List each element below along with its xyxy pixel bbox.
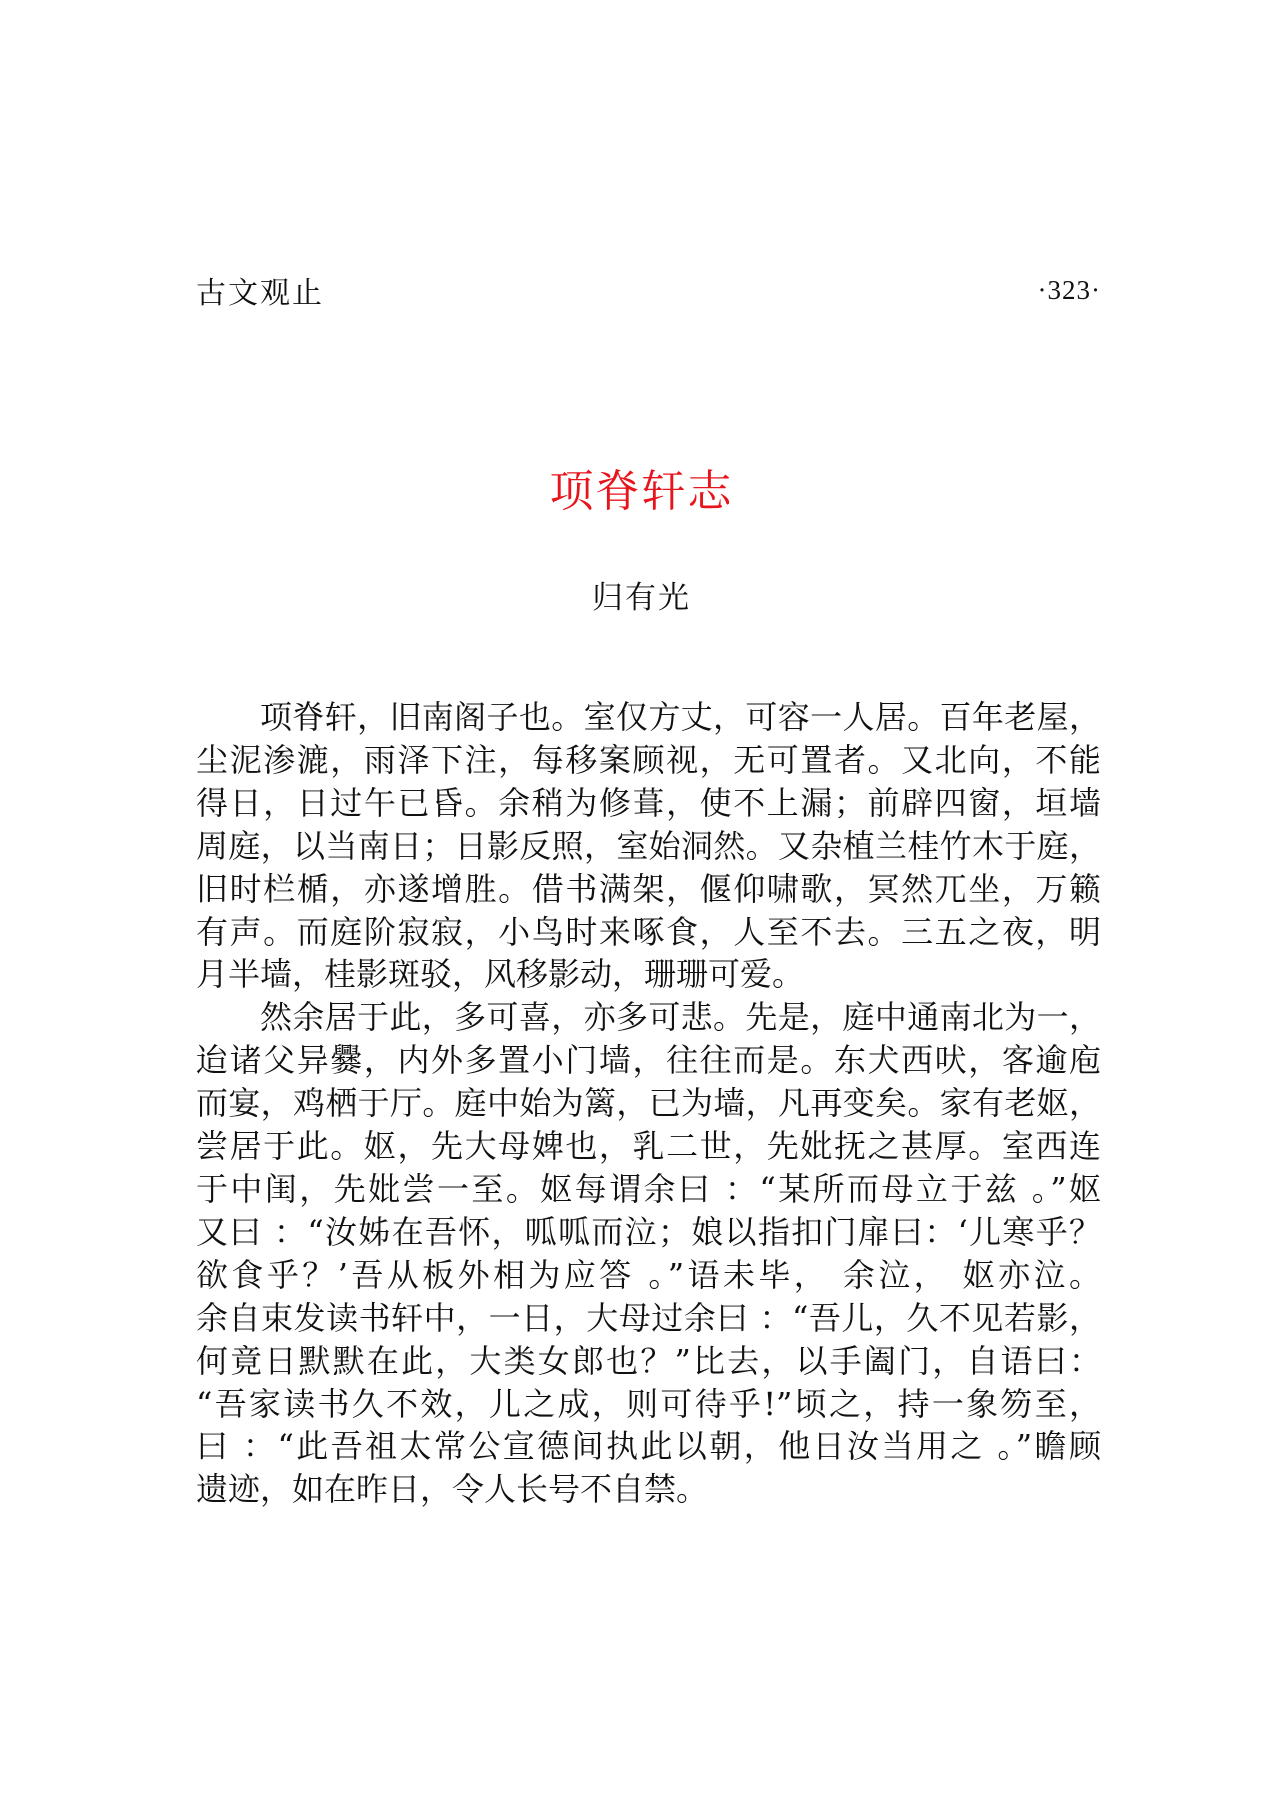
paragraph-2-line-3: 而宴，鸡栖于厅。庭中始为篱，已为墙，凡再变矣。家有老妪， [196, 1084, 1101, 1123]
running-header [196, 270, 1101, 310]
paragraph-1-line-1: 项脊轩，旧南阁子也。室仅方丈，可容一人居。百年老屋， [260, 698, 1101, 736]
paragraph-2-line-9: 何竟日默默在此，大类女郎也？”比去，以手阖门，自语曰： [196, 1341, 1101, 1380]
page-number: ·323· [1037, 274, 1101, 305]
paragraph-1-line-7: 月半墙，桂影斑驳，风移影动，珊珊可爱。 [196, 955, 805, 994]
paragraph-1-line-6: 有声。而庭阶寂寂，小鸟时来啄食，人至不去。三五之夜，明 [196, 912, 1101, 951]
book-title: 古文观止 [196, 276, 324, 311]
essay-body [196, 696, 1101, 1511]
paragraph-2-line-10: “吾家读书久不效，儿之成，则可待乎!”顷之，持一象笏至， [196, 1384, 1101, 1423]
paragraph-2-line-4: 尝居于此。妪，先大母婢也，乳二世，先妣抚之甚厚。室西连 [196, 1127, 1101, 1166]
essay-author: 归有光 [592, 580, 691, 616]
paragraph-2-line-5: 于中闺，先妣尝一至。妪每谓余曰 ：“某所而母立于兹 。”妪 [196, 1169, 1101, 1208]
paragraph-2-line-7: 欲食乎？’吾从板外相为应答 。”语未毕， 余泣， 妪亦泣。 [196, 1255, 1101, 1294]
paragraph-1-line-4: 周庭，以当南日；日影反照，室始洞然。又杂植兰桂竹木于庭， [196, 826, 1101, 865]
paragraph-1-line-5: 旧时栏楯，亦遂增胜。借书满架，偃仰啸歌，冥然兀坐，万籁 [196, 869, 1101, 908]
paragraph-1-line-2: 尘泥渗漉，雨泽下注，每移案顾视，无可置者。又北向，不能 [196, 740, 1101, 779]
essay-title: 项脊轩志 [549, 466, 734, 517]
paragraph-2-line-11: 曰 ：“此吾祖太常公宣德间执此以朝，他日汝当用之 。”瞻顾 [196, 1427, 1101, 1466]
paragraph-2-line-12: 遗迹，如在昨日，令人长号不自禁。 [196, 1470, 709, 1509]
paragraph-2-line-2: 迨诸父异爨，内外多置小门墙，往往而是。东犬西吠，客逾庖 [196, 1041, 1101, 1080]
paragraph-2-line-6: 又曰 ：“汝姊在吾怀，呱呱而泣；娘以指扣门扉曰：‘儿寒乎？ [196, 1212, 1101, 1251]
paragraph-1-line-3: 得日，日过午已昏。余稍为修葺，使不上漏；前辟四窗，垣墙 [196, 783, 1101, 822]
paragraph-2-line-1: 然余居于此，多可喜，亦多可悲。先是，庭中通南北为一， [260, 998, 1101, 1037]
paragraph-2-line-8: 余自束发读书轩中，一日，大母过余曰 ：“吾儿，久不见若影， [196, 1298, 1101, 1337]
